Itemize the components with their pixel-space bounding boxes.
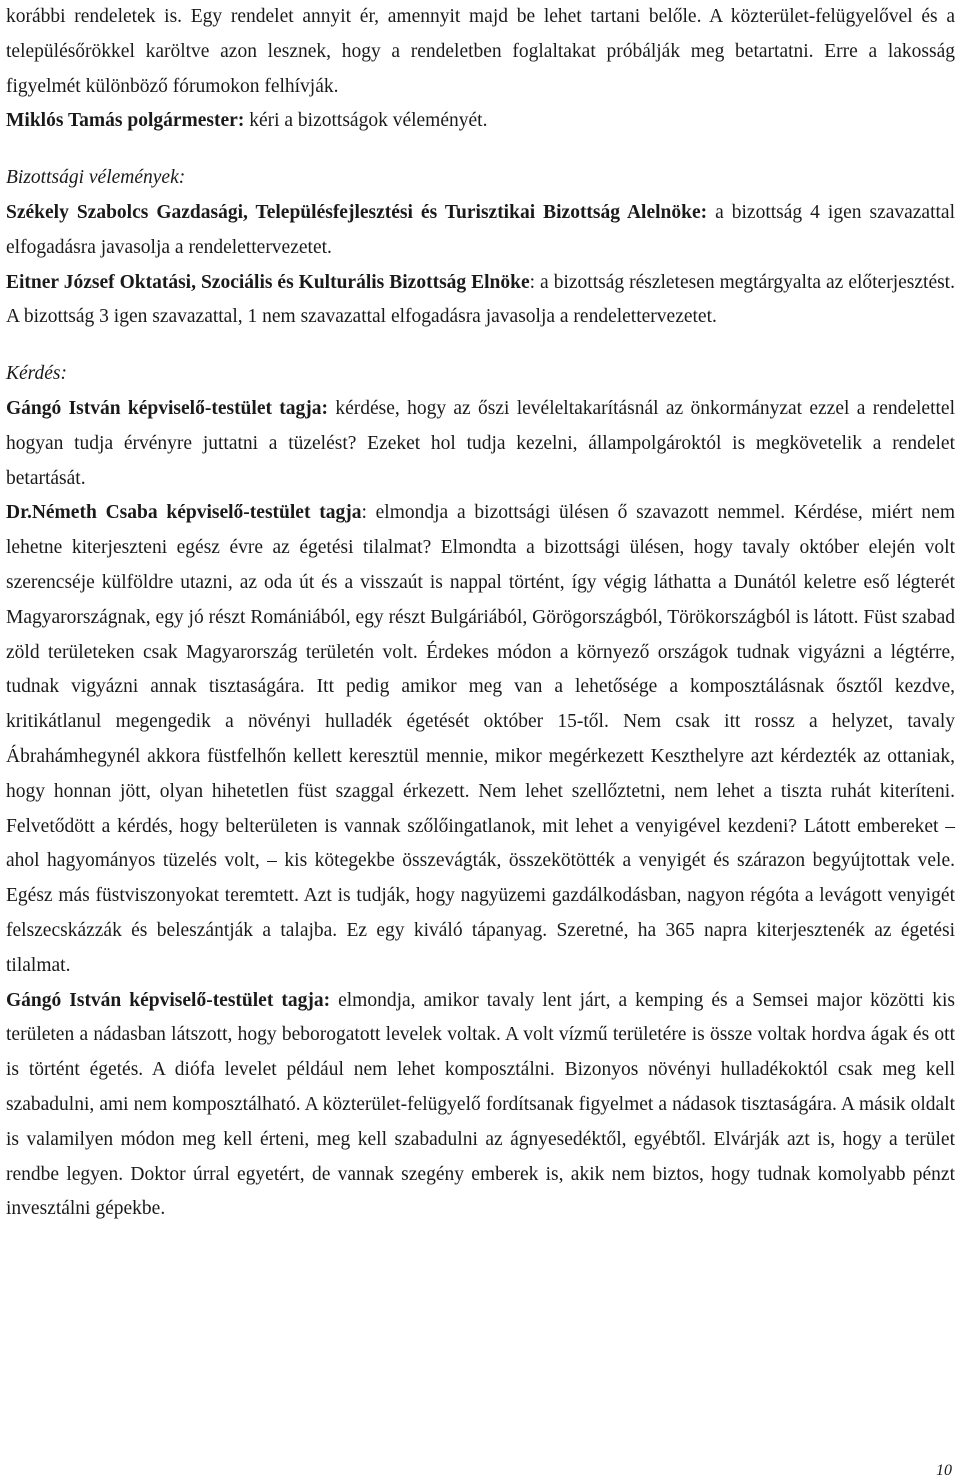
speaker-szekely: Székely Szabolcs Gazdasági, Településfejlesztési és Turisztikai Bizottság Alelnöke: (6, 201, 708, 223)
paragraph-education-committee-text: : a bizottság részletesen megtárgyalta az előterjesztést. A bizottság 3 igen szavazattal, 1 nem szavazattal elfogadásra javasolja a rendelettervezetet. (6, 271, 955, 328)
spacer (6, 335, 955, 357)
speaker-gango: Gángó István képviselő-testület tagja: (6, 397, 329, 419)
speaker-nemeth: Dr.Németh Csaba képviselő-testület tagja (6, 502, 362, 524)
paragraph-gango-reply (6, 984, 955, 1228)
section-heading-question: Kérdés: (6, 363, 68, 385)
paragraph-gango-question (6, 392, 955, 496)
paragraph-intro (6, 0, 955, 104)
paragraph-nemeth (6, 496, 955, 983)
speaker-mayor: Miklós Tamás polgármester: (6, 110, 245, 132)
paragraph-nemeth-text: : elmondja a bizottsági ülésen ő szavazott nemmel. Kérdése, miért nem lehetne kiterjeszteni egész évre az égetési tilalmat? Elmondta a bizottsági ülésen, hogy tavaly október elején volt szerencséje külföldre utazni, az oda út és a visszaút is nappal történt, így végig láthatta a Dunától keletre eső légterét Magyarországnak, egy jó részt Romániából, egy részt Bulgáriából, Görögországból, Törökországból is látott. Füst szabad zöld területeken csak Magyarország területén volt. Érdekes módon a környező országok tudnak vigyázni a légtérre, tudnak vigyázni annak tisztaságára. Itt pedig amikor meg van a lehetősége a komposztálásnak ősztől kezdve, kritikátlanul megengedik a növényi hulladék égetését október 15-től. Nem csak itt rossz a helyzet, tavaly Ábrahámhegynél akkora füstfelhőn kellett keresztül mennie, mikor megérkezett Keszthelyre azt kérdezték az ottaniak, hogy honnan jött, olyan hihetetlen füst szaggal érkezett. Nem lehet szellőztetni, nem lehet a tiszta ruhát kiteríteni. Felvetődött a kérdés, hogy belterületen is vannak szőlőingatlanok, mit lehet a venyigével kezdeni? Látott embereket – ahol hagyományos tüzelés volt, – kis kötegekbe összevágták, összekötötték a venyigét és szárazon begyújtottak vele. Egész más füstviszonyokat teremtett. Azt is tudják, hogy nagyüzemi gazdálkodásban, nagyon régóta a levágott venyigét felszecskázzák és beleszántják a talajba. Ez egy kiváló tápanyag. Szeretné, ha 365 napra kiterjesztenék az égetési tilalmat. (6, 502, 955, 976)
paragraph-gango-question-text: kérdése, hogy az őszi levéleltakarításnál az önkormányzat ezzel a rendelettel hogyan tudja érvényre juttatni a tüzelést? Ezeket hol tudja kezelni, állampolgároktól is megkövetelik a rendelet betartását. (6, 397, 955, 489)
page-number: 10 (936, 1462, 952, 1479)
paragraph-economic-committee (6, 196, 955, 266)
spacer (6, 139, 955, 161)
speaker-eitner: Eitner József Oktatási, Szociális és Kulturális Bizottság Elnöke (6, 271, 530, 293)
paragraph-economic-committee-text: a bizottság 4 igen szavazattal elfogadásra javasolja a rendelettervezetet. (6, 201, 955, 258)
paragraph-intro-text: korábbi rendeletek is. Egy rendelet annyit ér, amennyit majd be lehet tartani belőle. A közterület-felügyelővel és a településőrökkel karöltve azon lesznek, hogy a rendeletben foglaltakat próbálják meg betartatni. Erre a lakosság figyelmét különböző fórumokon felhívják. (6, 6, 955, 97)
speaker-gango-2: Gángó István képviselő-testület tagja: (6, 989, 331, 1011)
paragraph-gango-reply-text: elmondja, amikor tavaly lent járt, a kemping és a Semsei major közötti kis területen a nádasban látszott, hogy beborogatott levelek voltak. A volt vízmű területére is össze voltak hordva ágak és ott is történt égetés. A diófa levelet például nem lehet komposztálni. Bizonyos növényi hulladékoktól csak meg kell szabadulni, ami nem komposztálható. A közterület-felügyelő fordítsanak figyelmet a nádasok tisztaságára. A másik oldalt is valamilyen módon meg kell érteni, meg kell szabadulni az ágnyesedéktől, egyébtől. Elvárják azt is, hogy a terület rendbe legyen. Doktor úrral egyetért, de vannak szegény emberek is, akik nem biztos, hogy tudnak komolyabb pénzt invesztálni gépekbe. (6, 989, 955, 1220)
document-page (6, 0, 955, 1227)
section-heading-committee-opinions: Bizottsági vélemények: (6, 167, 186, 189)
paragraph-mayor-text: kéri a bizottságok véleményét. (244, 110, 488, 132)
paragraph-education-committee (6, 266, 955, 336)
paragraph-mayor (6, 104, 955, 139)
